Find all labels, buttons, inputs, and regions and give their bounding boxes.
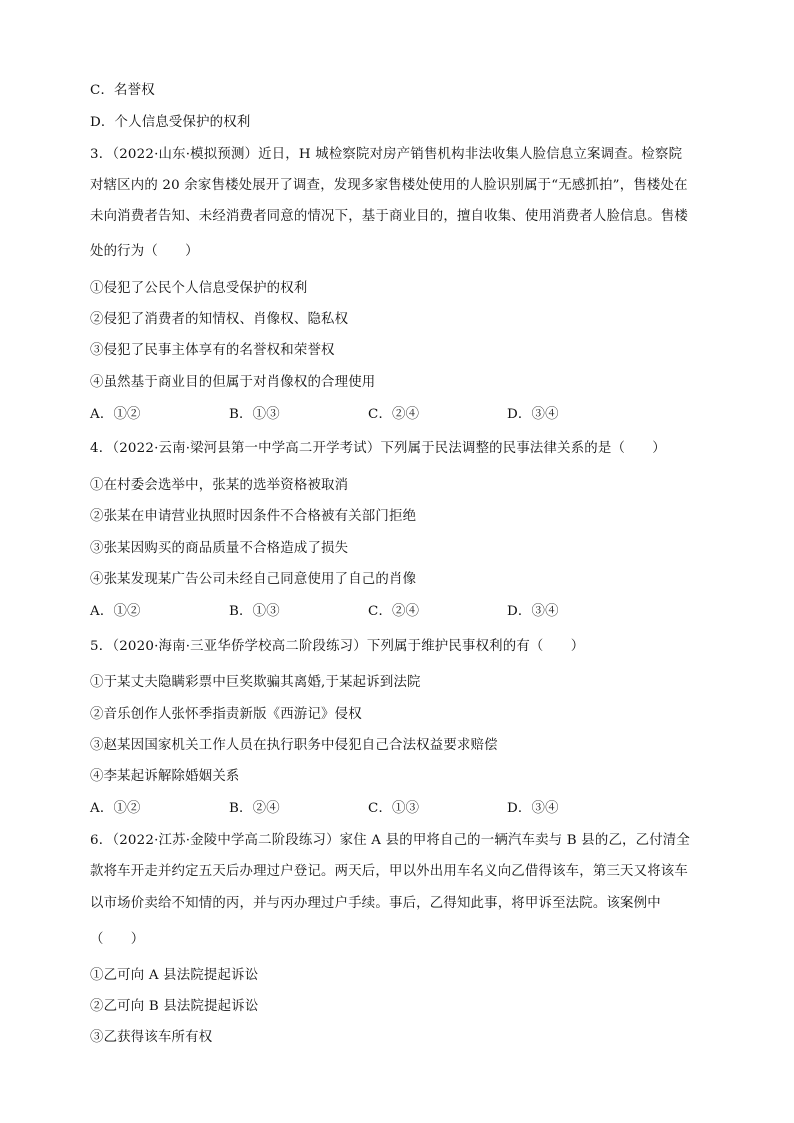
statement-item: ②侵犯了消费者的知情权、肖像权、隐私权 <box>90 312 349 327</box>
choice-c: C．②④ <box>368 407 420 422</box>
choice-d: D．③④ <box>507 604 559 619</box>
statement-item: ①乙可向 A 县法院提起诉讼 <box>90 968 259 983</box>
choice-b: B．①③ <box>229 407 280 422</box>
question-stem-line: 对辖区内的 20 余家售楼处展开了调查，发现多家售楼处使用的人脸识别属于“无感抓拍”，售楼处在 <box>90 178 688 193</box>
choice-b: B．①③ <box>229 604 280 619</box>
statement-item: ③张某因购买的商品质量不合格造成了损失 <box>90 541 349 556</box>
question-stem-line: 款将车开走并约定五天后办理过户登记。两天后，甲以外出用车名义向乙借得该车，第三天又将该车 <box>90 864 688 879</box>
question-stem-line: 以市场价卖给不知情的丙，并与丙办理过户手续。事后，乙得知此事，将甲诉至法院。该案例中 <box>90 896 661 911</box>
question-stem-line: 5．（2020·海南·三亚华侨学校高二阶段练习）下列属于维护民事权利的有（ ） <box>90 639 585 654</box>
statement-item: ③乙获得该车所有权 <box>90 1030 213 1045</box>
choice-c: C．②④ <box>368 604 420 619</box>
choice-d: D．③④ <box>507 407 559 422</box>
statement-item: ①侵犯了公民个人信息受保护的权利 <box>90 281 308 296</box>
statement-item: ④虽然基于商业目的但属于对肖像权的合理使用 <box>90 375 376 390</box>
statement-item: ②乙可向 B 县法院提起诉讼 <box>90 999 259 1014</box>
question-stem-line: 未向消费者告知、未经消费者同意的情况下，基于商业目的，擅自收集、使用消费者人脸信息。售楼 <box>90 209 688 224</box>
statement-item: ④张某发现某广告公司未经自己同意使用了自己的肖像 <box>90 572 417 587</box>
choice-d: D．③④ <box>507 801 559 816</box>
choice-c: C．①③ <box>368 801 420 816</box>
choice-b: B．②④ <box>229 801 280 816</box>
statement-item: ④李某起诉解除婚姻关系 <box>90 769 240 784</box>
statement-item: ②张某在申请营业执照时因条件不合格被有关部门拒绝 <box>90 509 417 524</box>
statement-item: ②音乐创作人张怀季指责新版《西游记》侵权 <box>90 707 362 722</box>
question-stem-line: 6．（2022·江苏·金陵中学高二阶段练习）家住 A 县的甲将自己的一辆汽车卖与 B 县的乙，乙付清全 <box>90 833 690 848</box>
question-stem-line: 处的行为（ ） <box>90 244 199 259</box>
statement-item: ③侵犯了民事主体享有的名誉权和荣誉权 <box>90 343 335 358</box>
question-stem-line: 4．（2022·云南·梁河县第一中学高二开学考试）下列属于民法调整的民事法律关系的是（ ） <box>90 441 666 456</box>
statement-item: ①于某丈夫隐瞒彩票中巨奖欺骗其离婚,于某起诉到法院 <box>90 675 421 690</box>
option-c: C．名誉权 <box>90 83 155 98</box>
statement-item: ①在村委会选举中，张某的选举资格被取消 <box>90 478 349 493</box>
statement-item: ③赵某因国家机关工作人员在执行职务中侵犯自己合法权益要求赔偿 <box>90 738 498 753</box>
choice-a: A．①② <box>90 801 141 816</box>
choice-a: A．①② <box>90 407 141 422</box>
option-d: D．个人信息受保护的权利 <box>90 115 251 130</box>
question-stem-line: 3．（2022·山东·模拟预测）近日，H 城检察院对房产销售机构非法收集人脸信息立案调查。检察院 <box>90 147 683 162</box>
question-stem-line: （ ） <box>90 932 145 947</box>
choice-a: A．①② <box>90 604 141 619</box>
